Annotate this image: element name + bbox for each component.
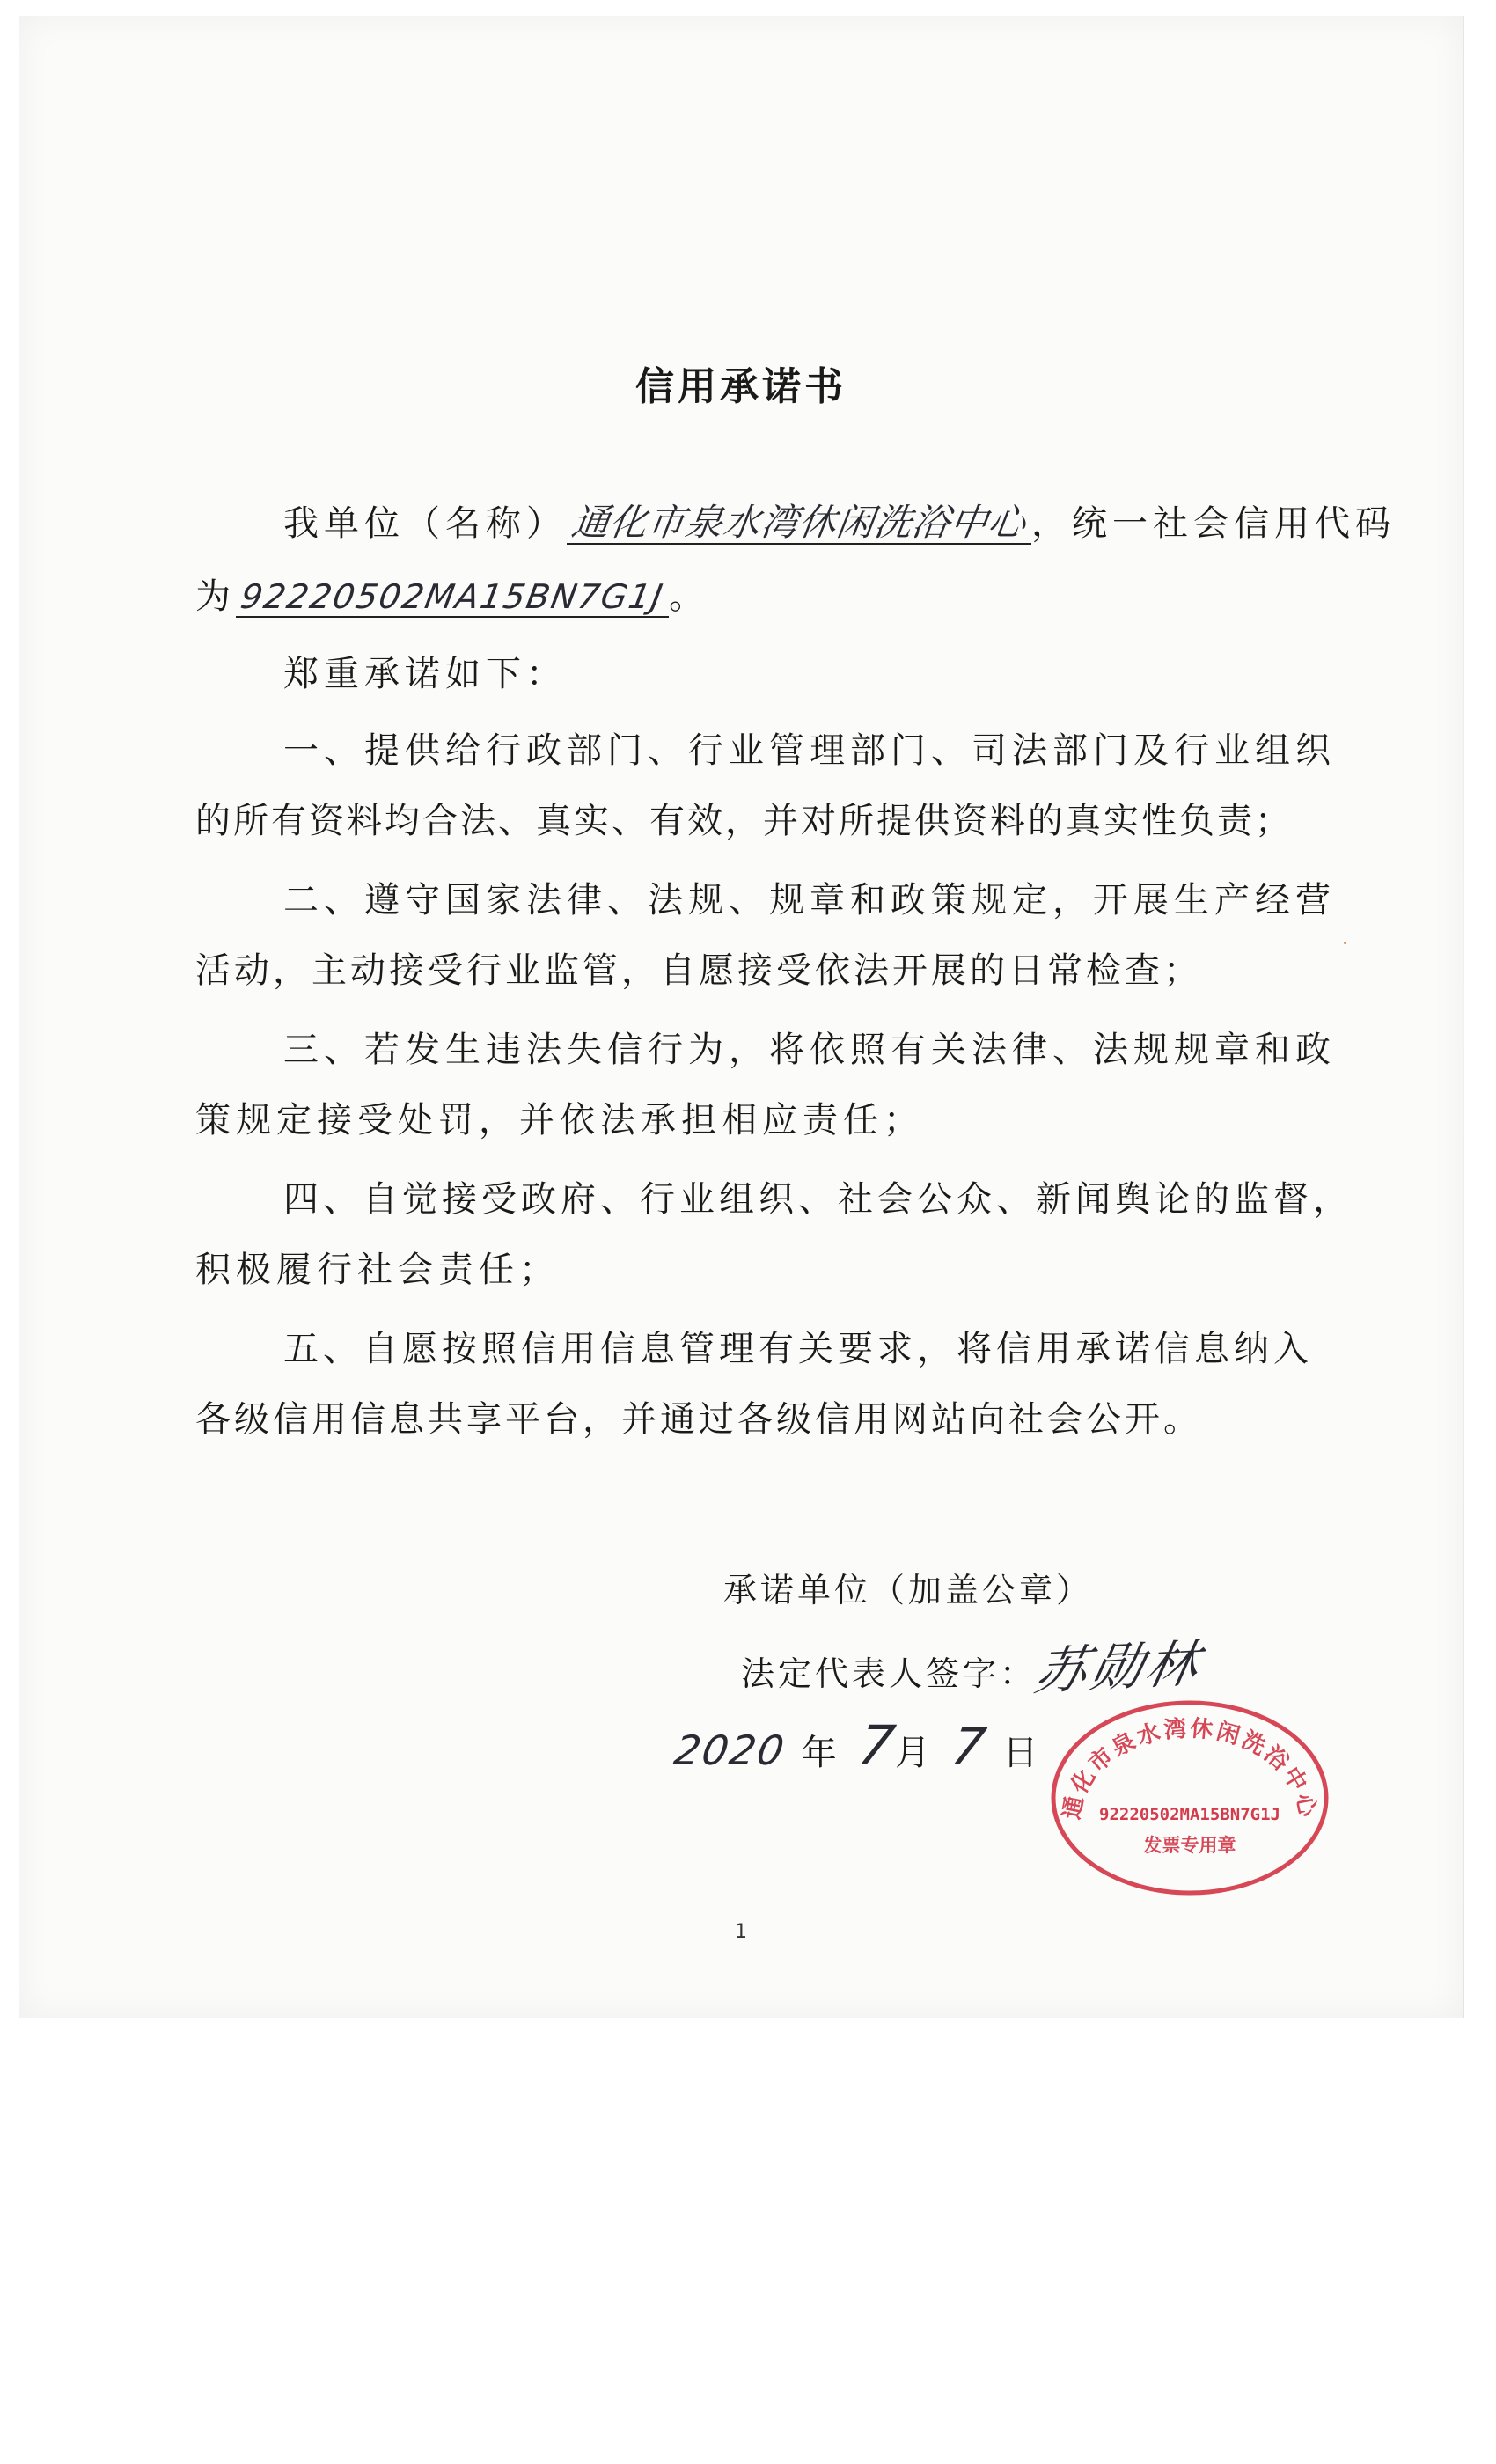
official-seal [1045, 1688, 1335, 1899]
intro-line2-prefix: 为 [195, 576, 236, 617]
seal-purpose: 发票专用章 [1143, 1835, 1236, 1856]
commitment-4-line-1: 四、自觉接受政府、行业组织、社会公众、新闻舆论的监督， [283, 1179, 1353, 1220]
date-month: 7 [853, 1713, 901, 1778]
commitment-5-line-2: 各级信用信息共享平台，并通过各级信用网站向社会公开。 [195, 1399, 1202, 1440]
commitment-4-line-2: 积极履行社会责任； [195, 1250, 560, 1290]
commitment-unit-label: 承诺单位（加盖公章） [723, 1571, 1094, 1610]
intro-line-2 [195, 576, 710, 618]
date-day-unit: 日 [1002, 1733, 1044, 1773]
company-name-handwritten: 通化市泉水湾休闲洗浴中心 [568, 501, 1030, 544]
commitment-3-line-2: 策规定接受处罚，并依法承担相应责任； [195, 1100, 924, 1140]
page-number: 1 [735, 1921, 747, 1943]
date-day: 7 [946, 1717, 992, 1777]
scanned-page [19, 16, 1463, 2018]
date-line [671, 1713, 1044, 1778]
intro-line2-suffix: 。 [669, 576, 710, 617]
legal-rep-signature: 苏勋林 [1030, 1633, 1207, 1702]
intro-line-1 [283, 501, 1397, 545]
date-month-unit: 月 [894, 1733, 935, 1773]
seal-code: 92220502MA15BN7G1J [1099, 1805, 1280, 1824]
commitment-2-line-2: 活动，主动接受行业监管，自愿接受依法开展的日常检查； [195, 950, 1202, 991]
scan-speck [1344, 942, 1346, 944]
document-title: 信用承诺书 [635, 364, 847, 409]
seal-outer-ring [1053, 1703, 1326, 1893]
legal-rep-line [741, 1633, 1207, 1702]
intro-prefix: 我单位（名称） [283, 503, 567, 544]
credit-code-field [236, 579, 669, 618]
credit-code-handwritten: 92220502MA15BN7G1J [238, 577, 667, 616]
legal-rep-label: 法定代表人签字： [741, 1654, 1038, 1693]
scan-edge [1463, 16, 1464, 2018]
intro-suffix: ，统一社会信用代码 [1031, 503, 1397, 544]
commitment-1-line-2: 的所有资料均合法、真实、有效，并对所提供资料的真实性负责； [195, 801, 1293, 841]
commitment-5-line-1: 五、自愿按照信用信息管理有关要求，将信用承诺信息纳入 [283, 1329, 1313, 1369]
date-year: 2020 [671, 1727, 789, 1774]
solemn-promise: 郑重承诺如下： [283, 654, 567, 694]
seal-org-name: 通化市泉水湾休闲洗浴中心 [1058, 1715, 1322, 1822]
commitment-2-line-1: 二、遵守国家法律、法规、规章和政策规定，开展生产经营 [283, 880, 1336, 920]
commitment-3-line-1: 三、若发生违法失信行为，将依照有关法律、法规规章和政 [283, 1030, 1336, 1070]
company-name-field [567, 501, 1031, 545]
date-year-unit: 年 [801, 1733, 842, 1773]
commitment-1-line-1: 一、提供给行政部门、行业管理部门、司法部门及行业组织 [283, 730, 1336, 771]
